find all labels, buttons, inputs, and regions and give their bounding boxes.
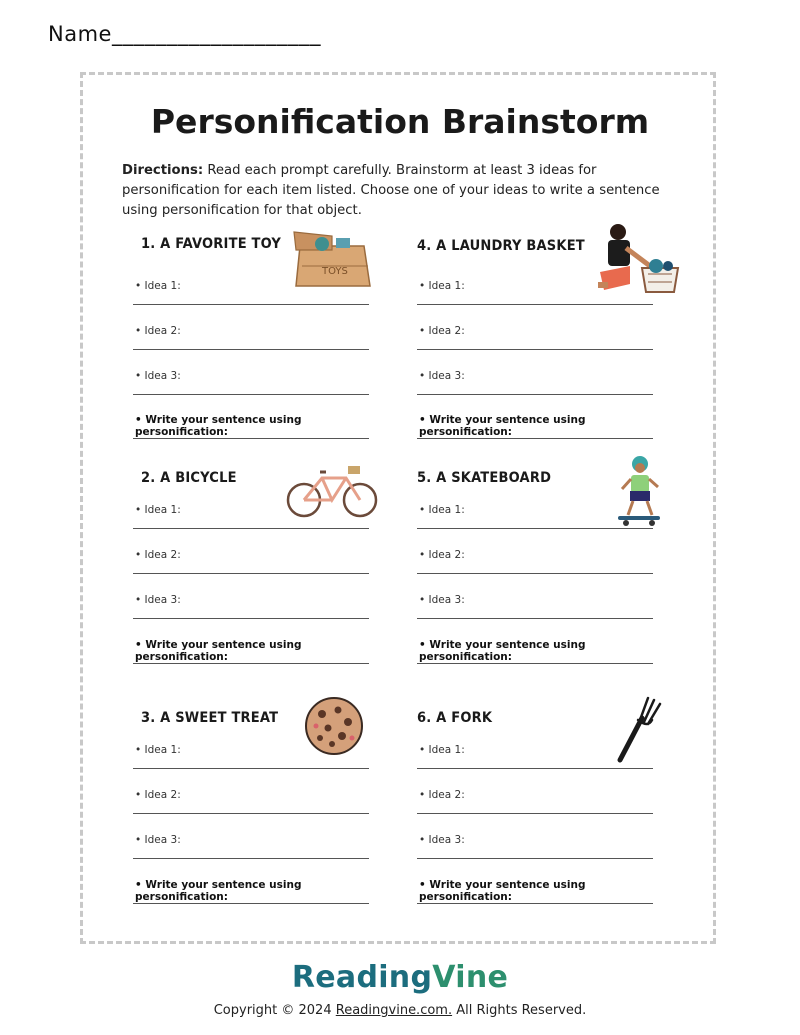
- sentence-row: [133, 639, 369, 669]
- sentence-label: • Write your sentence using personification:: [419, 879, 586, 903]
- idea-label: • Idea 2:: [419, 325, 465, 337]
- logo-text-reading: Reading: [291, 960, 433, 995]
- sentence-row: [133, 414, 369, 444]
- copyright-text: Copyright © 2024: [213, 1003, 336, 1018]
- writing-line[interactable]: [417, 768, 653, 769]
- idea-label: • Idea 2:: [419, 789, 465, 801]
- idea-2-row: [417, 549, 653, 579]
- writing-line[interactable]: [417, 394, 653, 395]
- cookie-icon: [304, 696, 364, 756]
- idea-2-row: [133, 549, 369, 579]
- writing-line[interactable]: [417, 903, 653, 904]
- writing-line[interactable]: [133, 304, 369, 305]
- directions: [122, 161, 692, 221]
- sentence-label: • Write your sentence using personification:: [135, 414, 302, 438]
- logo-text-vine: Vine: [432, 960, 509, 995]
- toy-box-icon: [292, 228, 372, 290]
- writing-line[interactable]: [417, 663, 653, 664]
- writing-line[interactable]: [133, 663, 369, 664]
- idea-label: • Idea 3:: [419, 594, 465, 606]
- writing-line[interactable]: [417, 304, 653, 305]
- writing-line[interactable]: [417, 438, 653, 439]
- directions-label: Directions:: [122, 163, 204, 178]
- idea-label: • Idea 3:: [135, 370, 181, 382]
- idea-label: • Idea 3:: [135, 594, 181, 606]
- page-title: Personification Brainstorm: [150, 102, 650, 141]
- name-field-label: Name___________________: [48, 22, 321, 46]
- writing-line[interactable]: [417, 618, 653, 619]
- writing-line[interactable]: [133, 528, 369, 529]
- idea-3-row: [417, 370, 653, 400]
- writing-line[interactable]: [133, 903, 369, 904]
- writing-line[interactable]: [133, 768, 369, 769]
- idea-label: • Idea 2:: [135, 325, 181, 337]
- idea-label: • Idea 3:: [419, 370, 465, 382]
- sentence-row: [417, 414, 653, 444]
- writing-line[interactable]: [133, 349, 369, 350]
- idea-label: • Idea 1:: [419, 280, 465, 292]
- idea-2-row: [133, 789, 369, 819]
- writing-line[interactable]: [417, 813, 653, 814]
- copyright-text-end: All Rights Reserved.: [452, 1003, 587, 1018]
- sentence-label: • Write your sentence using personification:: [419, 414, 586, 438]
- idea-label: • Idea 1:: [135, 280, 181, 292]
- section-title: 6. A FORK: [417, 710, 493, 726]
- writing-line[interactable]: [133, 813, 369, 814]
- copyright: [0, 1003, 800, 1018]
- idea-2-row: [417, 789, 653, 819]
- section-title: 1. A FAVORITE TOY: [141, 236, 282, 252]
- sentence-label: • Write your sentence using personification:: [419, 639, 586, 663]
- writing-line[interactable]: [417, 349, 653, 350]
- writing-line[interactable]: [133, 618, 369, 619]
- idea-3-row: [417, 834, 653, 864]
- idea-label: • Idea 3:: [135, 834, 181, 846]
- idea-label: • Idea 1:: [419, 504, 465, 516]
- idea-3-row: [133, 370, 369, 400]
- idea-label: • Idea 3:: [419, 834, 465, 846]
- fork-icon: [612, 694, 666, 768]
- writing-line[interactable]: [133, 438, 369, 439]
- idea-label: • Idea 1:: [135, 744, 181, 756]
- section-title: 2. A BICYCLE: [141, 470, 237, 486]
- bicycle-icon: [284, 460, 380, 520]
- writing-line[interactable]: [133, 573, 369, 574]
- sentence-row: [417, 879, 653, 909]
- section-title: 5. A SKATEBOARD: [417, 470, 552, 486]
- laundry-basket-icon: [596, 222, 682, 294]
- idea-3-row: [417, 594, 653, 624]
- section-title: 3. A SWEET TREAT: [141, 710, 279, 726]
- idea-label: • Idea 1:: [419, 744, 465, 756]
- writing-line[interactable]: [133, 858, 369, 859]
- idea-3-row: [133, 834, 369, 864]
- section-title: 4. A LAUNDRY BASKET: [417, 238, 585, 254]
- directions-text: Read each prompt carefully. Brainstorm at least 3 ideas for personification for each item listed. Choose one of your ideas to write a sentence using personification for that object.: [122, 163, 660, 218]
- idea-2-row: [133, 325, 369, 355]
- sentence-label: • Write your sentence using personification:: [135, 879, 302, 903]
- idea-3-row: [133, 594, 369, 624]
- sentence-row: [133, 879, 369, 909]
- writing-line[interactable]: [417, 528, 653, 529]
- writing-line[interactable]: [417, 573, 653, 574]
- sentence-label: • Write your sentence using personification:: [135, 639, 302, 663]
- idea-label: • Idea 1:: [135, 504, 181, 516]
- writing-line[interactable]: [133, 394, 369, 395]
- copyright-link[interactable]: Readingvine.com.: [335, 1003, 453, 1018]
- readingvine-logo: [0, 960, 800, 995]
- idea-label: • Idea 2:: [419, 549, 465, 561]
- writing-line[interactable]: [417, 858, 653, 859]
- toy-box-label: TOYS: [322, 266, 348, 277]
- idea-2-row: [417, 325, 653, 355]
- idea-label: • Idea 2:: [135, 789, 181, 801]
- skateboarder-icon: [614, 455, 664, 527]
- sentence-row: [417, 639, 653, 669]
- idea-label: • Idea 2:: [135, 549, 181, 561]
